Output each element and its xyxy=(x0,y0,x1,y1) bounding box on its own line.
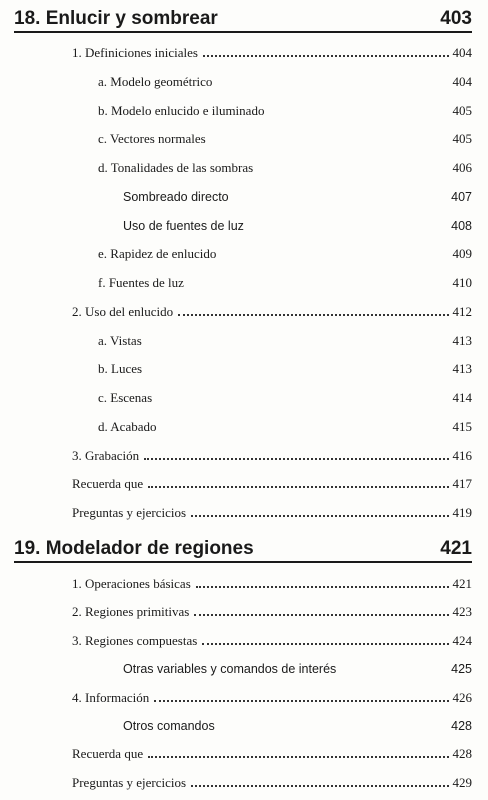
chapter-heading xyxy=(14,6,472,33)
toc-entry-page: 414 xyxy=(452,390,472,405)
dot-leader xyxy=(154,700,448,702)
toc-entry-label: c. Vectores normales xyxy=(98,131,206,147)
toc-entry-label: 2. Uso del enlucido xyxy=(72,303,174,319)
toc-entry-label: 2. Regiones primitivas xyxy=(72,604,190,620)
dot-leader xyxy=(148,486,448,488)
toc-entry-label: f. Fuentes de luz xyxy=(98,275,184,290)
chapter-page-number: 403 xyxy=(440,8,472,29)
toc-entry[interactable] xyxy=(72,504,472,522)
toc-entry[interactable] xyxy=(123,660,472,678)
toc-entry-page: 416 xyxy=(452,447,472,463)
toc-entry-page: 406 xyxy=(452,160,472,175)
toc-entry[interactable] xyxy=(98,389,472,407)
chapter-page-number: 421 xyxy=(440,538,472,559)
dot-leader xyxy=(191,785,448,787)
toc-entry-page: 413 xyxy=(452,361,472,377)
toc-entry-label: Otros comandos xyxy=(123,719,215,733)
toc-entry-page: 404 xyxy=(452,73,472,89)
toc-entry-label: b. Luces xyxy=(98,361,143,377)
toc-entry-label: Sombreado directo xyxy=(123,189,229,204)
toc-entry-label: Preguntas y ejercicios xyxy=(72,774,187,790)
dot-leader xyxy=(202,643,448,645)
dot-leader xyxy=(203,55,449,57)
toc-entry-page: 424 xyxy=(452,632,472,648)
toc-entry[interactable] xyxy=(123,188,472,206)
dot-leader xyxy=(148,756,448,758)
toc-entry-page: 429 xyxy=(452,774,472,790)
toc-entry-label: Recuerda que xyxy=(72,476,144,492)
toc-entry-page: 408 xyxy=(451,218,472,233)
toc-entry-label: d. Tonalidades de las sombras xyxy=(98,160,254,175)
toc-entry[interactable] xyxy=(98,245,472,263)
toc-entry-label: 3. Grabación xyxy=(72,447,140,463)
toc-entry[interactable] xyxy=(123,717,472,735)
toc-entry-page: 428 xyxy=(452,746,472,762)
dot-leader xyxy=(144,458,448,460)
toc-entry-page: 409 xyxy=(452,246,472,262)
toc-entry-page: 428 xyxy=(451,719,472,733)
toc-entry-label: b. Modelo enlucido e iluminado xyxy=(98,102,265,118)
toc-entry[interactable] xyxy=(72,632,472,650)
toc-entry-page: 421 xyxy=(452,576,472,591)
dot-leader xyxy=(178,314,448,316)
toc-entry[interactable] xyxy=(72,575,472,593)
toc-entry-label: a. Vistas xyxy=(98,332,142,348)
toc-entry-label: 4. Información xyxy=(72,689,150,705)
toc-entry-page: 405 xyxy=(452,102,472,118)
chapter-title: 19. Modelador de regiones xyxy=(14,538,254,559)
toc-entry[interactable] xyxy=(98,360,472,378)
toc-entry-page: 423 xyxy=(452,604,472,620)
toc-entry[interactable] xyxy=(72,475,472,493)
dot-leader xyxy=(196,586,449,588)
toc-entry-page: 426 xyxy=(452,689,472,705)
toc-entry[interactable] xyxy=(98,130,472,148)
toc-entry[interactable] xyxy=(72,447,472,465)
toc-entry[interactable] xyxy=(72,689,472,707)
toc-entry[interactable] xyxy=(72,603,472,621)
toc-entry[interactable] xyxy=(123,217,472,235)
toc-entry[interactable] xyxy=(72,745,472,763)
toc-entry-label: 1. Definiciones iniciales xyxy=(72,45,198,60)
toc-entry[interactable] xyxy=(72,303,472,321)
toc-entry-page: 425 xyxy=(451,662,472,677)
toc-entry-page: 404 xyxy=(452,45,472,60)
toc-entry-label: c. Escenas xyxy=(98,390,153,405)
toc-entry[interactable] xyxy=(98,332,472,350)
toc-entry-page: 413 xyxy=(452,332,472,348)
toc-entry-page: 415 xyxy=(452,418,472,434)
toc-entry-label: Recuerda que xyxy=(72,746,144,762)
toc-entry-page: 417 xyxy=(452,476,472,492)
chapter-heading xyxy=(14,536,472,563)
toc-entry-label: a. Modelo geométrico xyxy=(98,73,213,89)
dot-leader xyxy=(191,515,448,517)
toc-entry-label: 3. Regiones compuestas xyxy=(72,632,198,648)
toc-entry-page: 405 xyxy=(452,131,472,147)
toc-entry-page: 407 xyxy=(451,189,472,204)
toc-entry[interactable] xyxy=(98,418,472,436)
toc-entry-page: 419 xyxy=(452,505,472,520)
toc-entry[interactable] xyxy=(98,159,472,177)
toc-entry[interactable] xyxy=(98,73,472,91)
toc-entry-label: e. Rapidez de enlucido xyxy=(98,246,217,262)
toc-entry-label: 1. Operaciones básicas xyxy=(72,576,191,591)
toc-entry-label: Preguntas y ejercicios xyxy=(72,505,187,520)
toc-entry-page: 410 xyxy=(452,275,472,290)
toc-entry-label: Otras variables y comandos de interés xyxy=(123,662,337,677)
toc-entry[interactable] xyxy=(72,44,472,62)
dot-leader xyxy=(194,614,448,616)
toc-entry[interactable] xyxy=(72,774,472,792)
toc-entry-page: 412 xyxy=(452,303,472,319)
toc-entry[interactable] xyxy=(98,274,472,292)
chapter-title: 18. Enlucir y sombrear xyxy=(14,8,218,29)
toc-entry-label: d. Acabado xyxy=(98,418,157,434)
toc-entry[interactable] xyxy=(98,102,472,120)
toc-entry-label: Uso de fuentes de luz xyxy=(123,218,244,233)
